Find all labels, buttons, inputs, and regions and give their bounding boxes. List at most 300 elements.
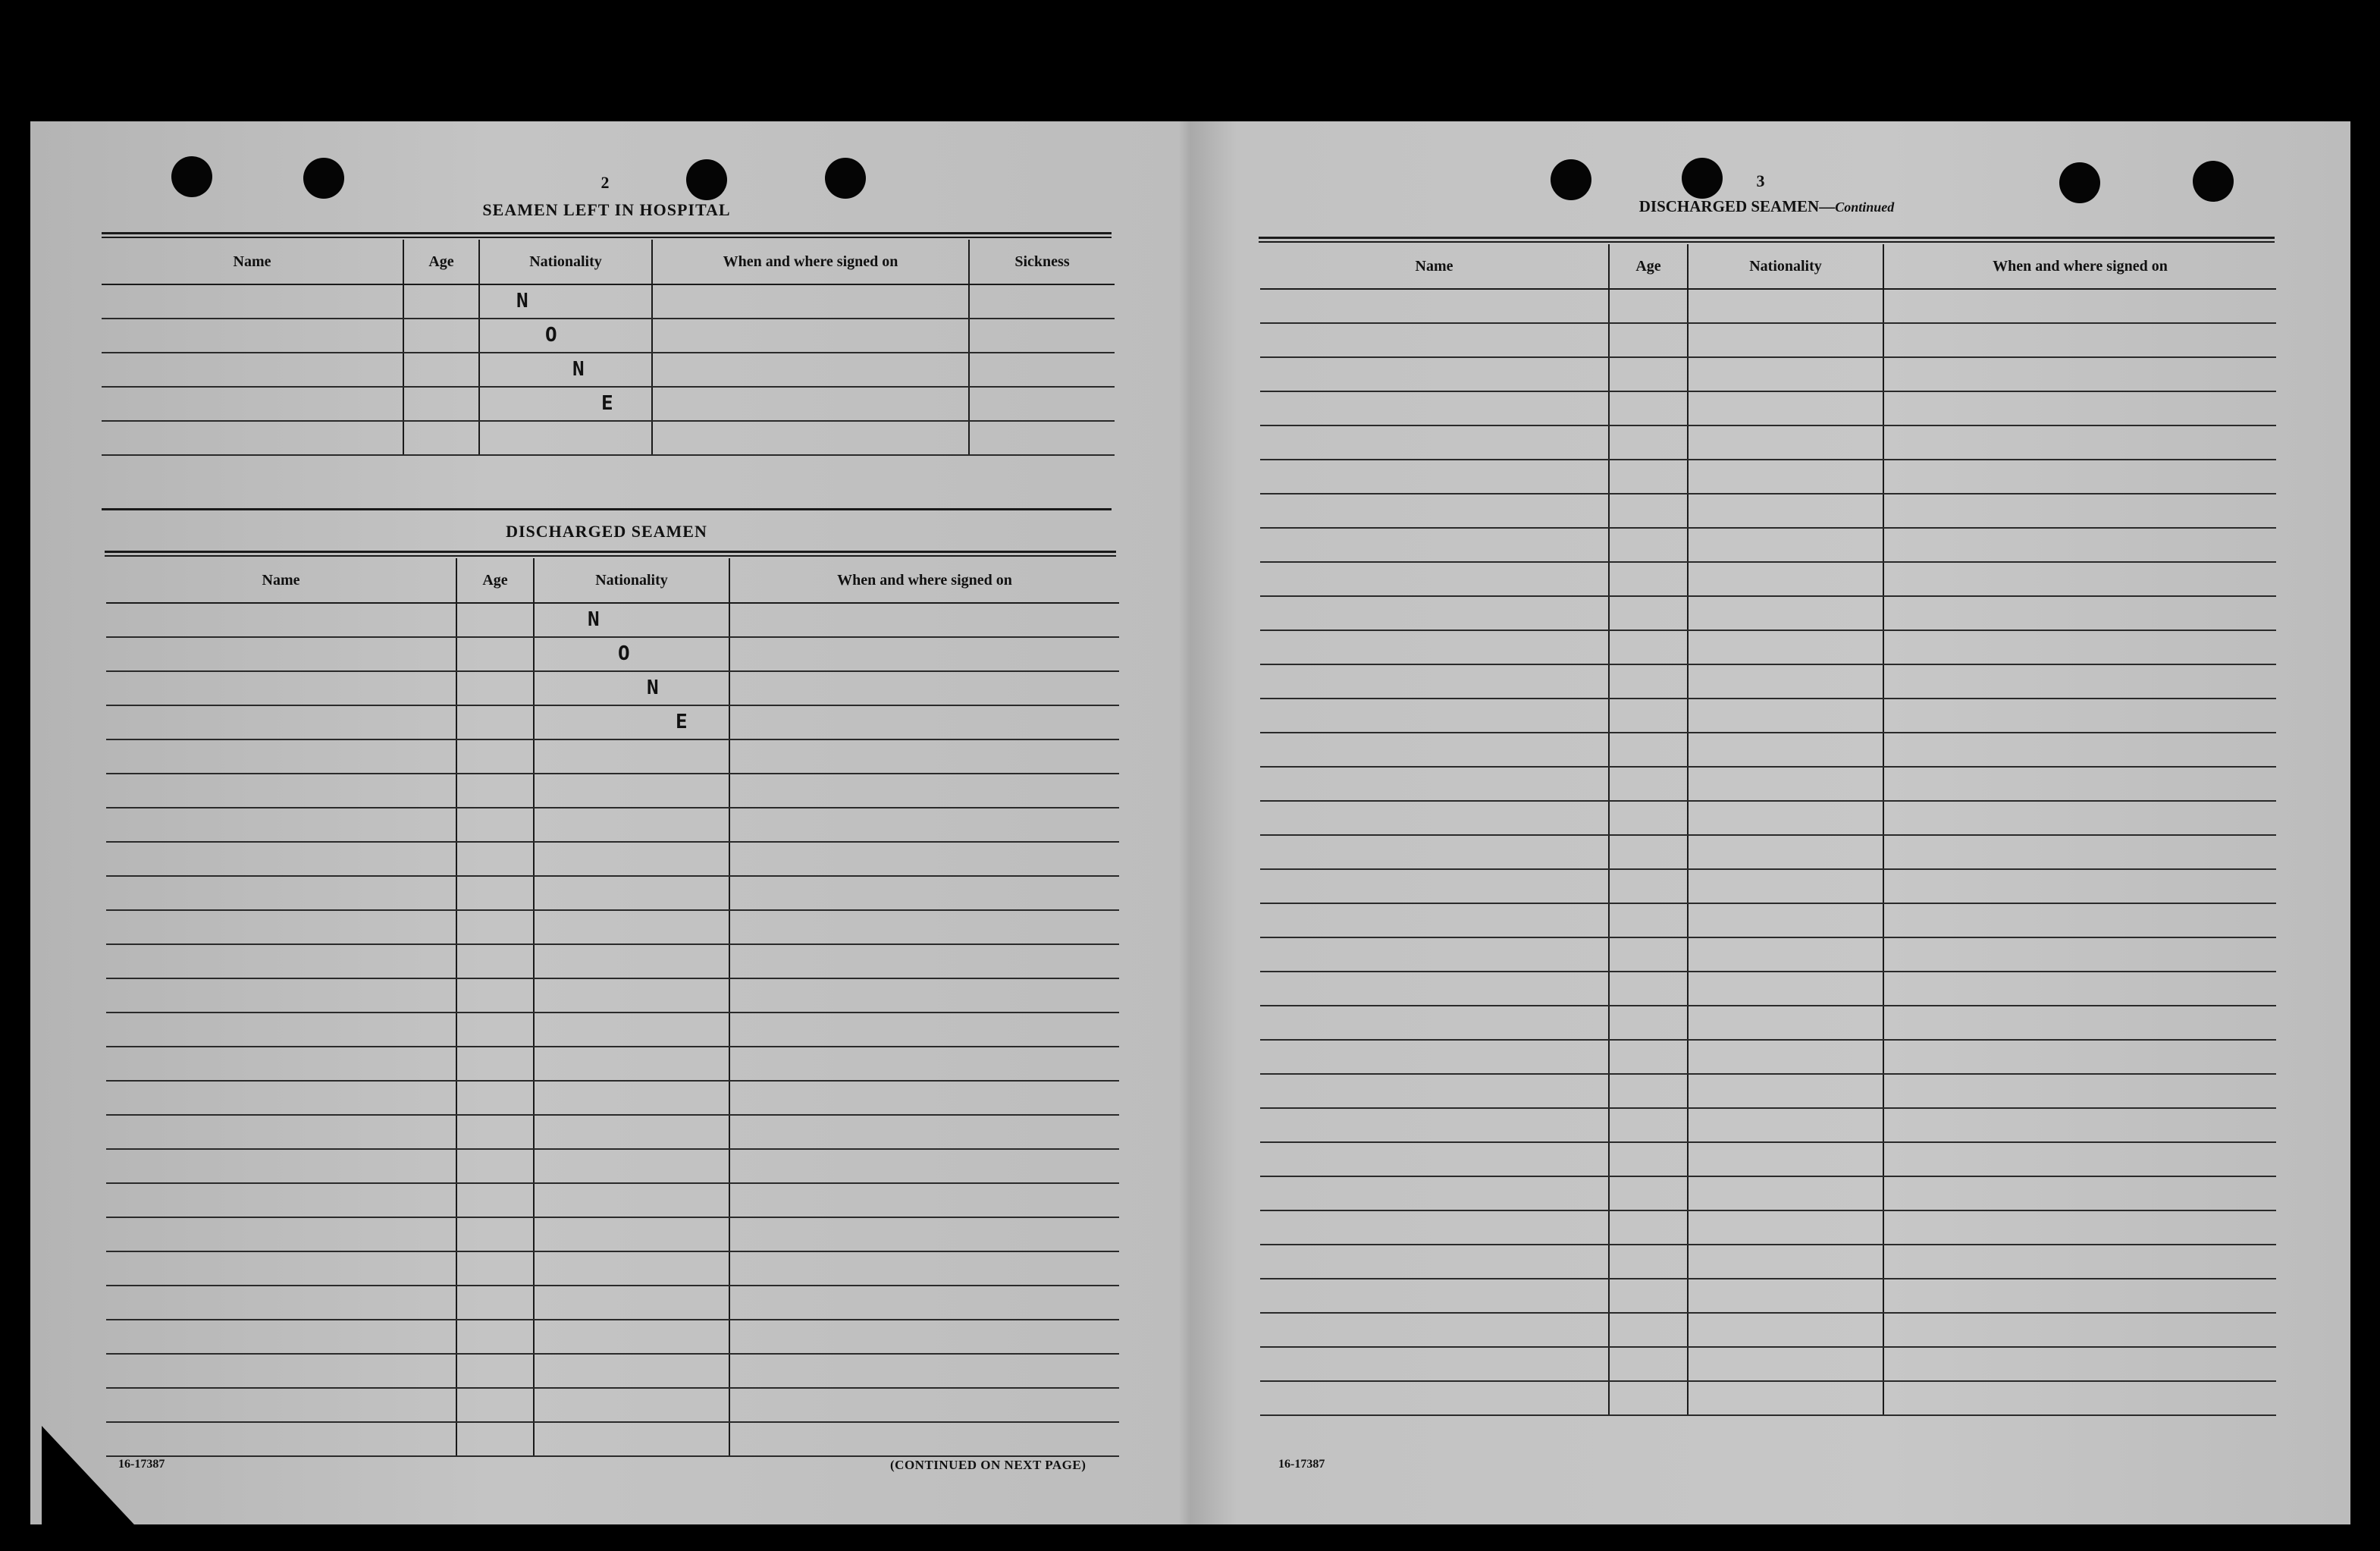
cell — [1260, 494, 1609, 528]
cell — [456, 671, 534, 705]
punch-hole — [171, 156, 212, 197]
cell — [1688, 937, 1883, 972]
cell — [106, 1047, 456, 1081]
table-row — [106, 637, 1119, 671]
table-row — [106, 1320, 1119, 1354]
cell — [1260, 767, 1609, 801]
cell — [1609, 937, 1688, 972]
cell — [1260, 937, 1609, 972]
cell — [456, 603, 534, 637]
table-row — [1260, 869, 2276, 903]
table-row — [106, 1081, 1119, 1115]
column-header-nationality: Nationality — [479, 240, 652, 284]
cell — [1688, 1245, 1883, 1279]
cell — [1688, 1313, 1883, 1347]
cell — [1883, 391, 2276, 425]
cell — [1883, 733, 2276, 767]
cell — [1260, 1245, 1609, 1279]
table-row — [102, 353, 1115, 387]
cell — [456, 1183, 534, 1217]
cell — [479, 353, 652, 387]
cell — [1609, 425, 1688, 460]
cell — [729, 842, 1119, 876]
cell — [534, 1217, 729, 1251]
cell — [479, 387, 652, 421]
column-header-age: Age — [456, 558, 534, 603]
stamp-letter: N — [647, 677, 659, 699]
cell — [1609, 1210, 1688, 1245]
cell — [1609, 357, 1688, 391]
cell — [1883, 528, 2276, 562]
cell — [534, 978, 729, 1013]
cell — [729, 1320, 1119, 1354]
table-row — [106, 1217, 1119, 1251]
title-suffix: Continued — [1835, 199, 1895, 215]
cell — [534, 1388, 729, 1422]
cell — [729, 1047, 1119, 1081]
cell — [1883, 460, 2276, 494]
cell — [1260, 528, 1609, 562]
cell — [1688, 1142, 1883, 1176]
hospital-section-title: SEAMEN LEFT IN HOSPITAL — [482, 200, 731, 219]
cell — [106, 944, 456, 978]
cell — [1688, 1006, 1883, 1040]
table-row — [106, 1183, 1119, 1217]
cell — [456, 876, 534, 910]
column-header-signed-on: When and where signed on — [1883, 244, 2276, 289]
cell — [1883, 596, 2276, 630]
form-number-left: 16-17387 — [118, 1458, 165, 1471]
table-row — [106, 1388, 1119, 1422]
table-row — [106, 705, 1119, 739]
table-row — [1260, 1074, 2276, 1108]
cell — [534, 1320, 729, 1354]
cell — [106, 1149, 456, 1183]
cell — [1260, 323, 1609, 357]
cell — [1688, 903, 1883, 937]
cell — [1609, 1176, 1688, 1210]
table-row — [106, 944, 1119, 978]
table-row — [1260, 1279, 2276, 1313]
table-header-row — [102, 240, 1115, 284]
cell — [1688, 1279, 1883, 1313]
cell — [729, 774, 1119, 808]
stamp-letter: E — [676, 711, 688, 733]
discharged-continued-title — [1532, 197, 2002, 216]
cell — [534, 1149, 729, 1183]
cell — [1688, 664, 1883, 699]
punch-hole — [303, 158, 344, 199]
cell — [534, 1183, 729, 1217]
cell — [1609, 664, 1688, 699]
column-header-age: Age — [1609, 244, 1688, 289]
cell — [729, 1388, 1119, 1422]
punch-hole — [1551, 159, 1591, 200]
cell — [1688, 596, 1883, 630]
stamp-letter: N — [516, 290, 528, 312]
table-row — [106, 1047, 1119, 1081]
table-row — [106, 1354, 1119, 1388]
cell — [1609, 903, 1688, 937]
cell — [729, 1081, 1119, 1115]
cell — [1260, 1142, 1609, 1176]
cell — [1883, 1006, 2276, 1040]
table-row — [1260, 460, 2276, 494]
cell — [534, 876, 729, 910]
cell — [106, 1422, 456, 1456]
table-row — [106, 910, 1119, 944]
table-row — [1260, 801, 2276, 835]
table-row — [1260, 562, 2276, 596]
cell — [456, 1217, 534, 1251]
table-row — [1260, 972, 2276, 1006]
cell — [729, 1251, 1119, 1286]
column-header-signed-on: When and where signed on — [729, 558, 1119, 603]
table-row — [106, 603, 1119, 637]
double-rule — [102, 232, 1112, 238]
cell — [1260, 1381, 1609, 1415]
table-row — [1260, 699, 2276, 733]
cell — [456, 944, 534, 978]
cell — [456, 774, 534, 808]
cell — [969, 353, 1115, 387]
cell — [106, 876, 456, 910]
double-rule — [105, 551, 1116, 557]
cell — [1688, 562, 1883, 596]
cell — [403, 387, 479, 421]
cell — [652, 353, 969, 387]
cell — [1260, 1074, 1609, 1108]
punch-hole — [2059, 162, 2100, 203]
cell — [969, 319, 1115, 353]
cell — [534, 671, 729, 705]
cell — [1883, 1381, 2276, 1415]
double-rule — [102, 508, 1112, 511]
cell — [1883, 323, 2276, 357]
form-number-right: 16-17387 — [1278, 1458, 1325, 1471]
cell — [1609, 528, 1688, 562]
table-row — [1260, 1108, 2276, 1142]
discharged-section-title: DISCHARGED SEAMEN — [506, 522, 707, 541]
cell — [652, 421, 969, 455]
cell — [102, 284, 403, 319]
cell — [106, 1286, 456, 1320]
column-header-name: Name — [102, 240, 403, 284]
cell — [1688, 1381, 1883, 1415]
cell — [1883, 1313, 2276, 1347]
cell — [456, 1047, 534, 1081]
cell — [534, 603, 729, 637]
cell — [534, 1422, 729, 1456]
cell — [534, 774, 729, 808]
table-row — [1260, 767, 2276, 801]
cell — [1609, 1040, 1688, 1074]
column-header-nationality: Nationality — [534, 558, 729, 603]
cell — [652, 387, 969, 421]
cell — [1688, 767, 1883, 801]
cell — [106, 1251, 456, 1286]
table-row — [1260, 835, 2276, 869]
cell — [106, 910, 456, 944]
punch-hole — [686, 159, 727, 200]
cell — [479, 421, 652, 455]
cell — [534, 637, 729, 671]
cell — [729, 944, 1119, 978]
cell — [729, 1217, 1119, 1251]
cell — [534, 1047, 729, 1081]
table-row — [1260, 391, 2276, 425]
cell — [1883, 289, 2276, 323]
cell — [1609, 289, 1688, 323]
cell — [1609, 1108, 1688, 1142]
discharged-continued-table — [1260, 244, 2276, 1416]
cell — [534, 739, 729, 774]
cell — [1609, 630, 1688, 664]
cell — [729, 978, 1119, 1013]
cell — [729, 1013, 1119, 1047]
table-header-row — [1260, 244, 2276, 289]
cell — [1688, 733, 1883, 767]
cell — [106, 603, 456, 637]
double-rule — [1259, 237, 2275, 243]
table-row — [1260, 425, 2276, 460]
table-row — [1260, 1381, 2276, 1415]
table-row — [1260, 937, 2276, 972]
cell — [106, 1183, 456, 1217]
cell — [534, 944, 729, 978]
continued-note: (CONTINUED ON NEXT PAGE) — [890, 1458, 1087, 1472]
discharged-table — [106, 558, 1119, 1457]
cell — [1883, 357, 2276, 391]
cell — [102, 353, 403, 387]
cell — [106, 842, 456, 876]
cell — [1883, 1108, 2276, 1142]
cell — [1688, 460, 1883, 494]
cell — [1260, 391, 1609, 425]
table-row — [106, 876, 1119, 910]
cell — [1609, 767, 1688, 801]
punch-hole — [1682, 158, 1723, 199]
cell — [106, 978, 456, 1013]
table-row — [106, 1115, 1119, 1149]
cell — [969, 284, 1115, 319]
cell — [729, 1115, 1119, 1149]
cell — [1883, 1142, 2276, 1176]
cell — [534, 1286, 729, 1320]
cell — [652, 319, 969, 353]
cell — [106, 1217, 456, 1251]
cell — [106, 1388, 456, 1422]
table-row — [106, 978, 1119, 1013]
cell — [1609, 1245, 1688, 1279]
punch-hole — [2193, 161, 2234, 202]
cell — [1609, 1074, 1688, 1108]
cell — [479, 319, 652, 353]
cell — [102, 421, 403, 455]
cell — [1688, 630, 1883, 664]
cell — [1260, 801, 1609, 835]
cell — [1609, 596, 1688, 630]
cell — [1260, 460, 1609, 494]
cell — [969, 387, 1115, 421]
cell — [1609, 391, 1688, 425]
cell — [106, 1115, 456, 1149]
table-row — [106, 774, 1119, 808]
cell — [1260, 289, 1609, 323]
cell — [456, 842, 534, 876]
cell — [1688, 869, 1883, 903]
cell — [1883, 1210, 2276, 1245]
table-row — [106, 842, 1119, 876]
cell — [1688, 1074, 1883, 1108]
cell — [456, 1013, 534, 1047]
cell — [1883, 767, 2276, 801]
table-row — [1260, 289, 2276, 323]
column-header-name: Name — [106, 558, 456, 603]
cell — [1260, 1176, 1609, 1210]
cell — [456, 1115, 534, 1149]
cell — [1260, 562, 1609, 596]
title-main: DISCHARGED SEAMEN— — [1638, 197, 1836, 215]
cell — [1883, 494, 2276, 528]
cell — [729, 1422, 1119, 1456]
table-row — [1260, 1006, 2276, 1040]
cell — [1883, 869, 2276, 903]
table-row — [1260, 494, 2276, 528]
cell — [456, 1354, 534, 1388]
cell — [652, 284, 969, 319]
table-row — [1260, 1245, 2276, 1279]
cell — [1688, 972, 1883, 1006]
cell — [1883, 1176, 2276, 1210]
column-header-sickness: Sickness — [969, 240, 1115, 284]
stamp-letter: O — [618, 642, 630, 665]
cell — [1260, 1040, 1609, 1074]
cell — [106, 1013, 456, 1047]
cell — [1609, 869, 1688, 903]
cell — [456, 1422, 534, 1456]
cell — [456, 808, 534, 842]
page-number-left: 2 — [600, 173, 610, 192]
cell — [1609, 1006, 1688, 1040]
cell — [534, 1115, 729, 1149]
cell — [1260, 903, 1609, 937]
table-row — [102, 284, 1115, 319]
table-row — [1260, 1210, 2276, 1245]
cell — [1883, 1347, 2276, 1381]
cell — [1609, 699, 1688, 733]
table-row — [106, 671, 1119, 705]
cell — [106, 1081, 456, 1115]
cell — [534, 1354, 729, 1388]
cell — [534, 910, 729, 944]
cell — [106, 1320, 456, 1354]
cell — [729, 671, 1119, 705]
cell — [1609, 1347, 1688, 1381]
cell — [1609, 835, 1688, 869]
cell — [403, 353, 479, 387]
cell — [729, 1149, 1119, 1183]
cell — [1609, 460, 1688, 494]
table-row — [106, 739, 1119, 774]
table-row — [1260, 1313, 2276, 1347]
cell — [729, 603, 1119, 637]
cell — [1609, 1381, 1688, 1415]
cell — [1883, 562, 2276, 596]
cell — [1688, 1210, 1883, 1245]
cell — [403, 284, 479, 319]
cell — [1688, 699, 1883, 733]
hospital-table — [102, 240, 1115, 456]
cell — [1688, 1176, 1883, 1210]
cell — [456, 1286, 534, 1320]
cell — [1260, 1347, 1609, 1381]
cell — [1883, 903, 2276, 937]
cell — [1260, 596, 1609, 630]
cell — [456, 705, 534, 739]
cell — [106, 808, 456, 842]
cell — [106, 637, 456, 671]
cell — [1260, 699, 1609, 733]
cell — [1260, 1210, 1609, 1245]
cell — [456, 978, 534, 1013]
column-header-nationality: Nationality — [1688, 244, 1883, 289]
cell — [1260, 630, 1609, 664]
stamp-letter: N — [588, 608, 600, 631]
cell — [1883, 972, 2276, 1006]
cell — [1609, 323, 1688, 357]
cell — [1883, 1245, 2276, 1279]
table-row — [106, 1013, 1119, 1047]
table-row — [1260, 1176, 2276, 1210]
cell — [102, 387, 403, 421]
cell — [1260, 733, 1609, 767]
table-row — [1260, 323, 2276, 357]
table-row — [1260, 357, 2276, 391]
cell — [456, 1149, 534, 1183]
table-row — [1260, 596, 2276, 630]
cell — [1883, 630, 2276, 664]
cell — [456, 739, 534, 774]
cell — [1883, 664, 2276, 699]
cell — [1883, 699, 2276, 733]
cell — [729, 1183, 1119, 1217]
table-row — [102, 319, 1115, 353]
cell — [1883, 425, 2276, 460]
cell — [534, 842, 729, 876]
column-header-age: Age — [403, 240, 479, 284]
cell — [403, 421, 479, 455]
cell — [479, 284, 652, 319]
cell — [106, 1354, 456, 1388]
cell — [106, 774, 456, 808]
stamp-letter: E — [601, 392, 613, 415]
cell — [106, 671, 456, 705]
table-row — [106, 1149, 1119, 1183]
cell — [102, 319, 403, 353]
cell — [1688, 835, 1883, 869]
column-header-name: Name — [1260, 244, 1609, 289]
table-row — [1260, 1142, 2276, 1176]
cell — [1260, 425, 1609, 460]
table-row — [102, 421, 1115, 455]
punch-hole — [825, 158, 866, 199]
table-row — [1260, 528, 2276, 562]
cell — [729, 808, 1119, 842]
cell — [1260, 972, 1609, 1006]
cell — [1883, 937, 2276, 972]
cell — [969, 421, 1115, 455]
